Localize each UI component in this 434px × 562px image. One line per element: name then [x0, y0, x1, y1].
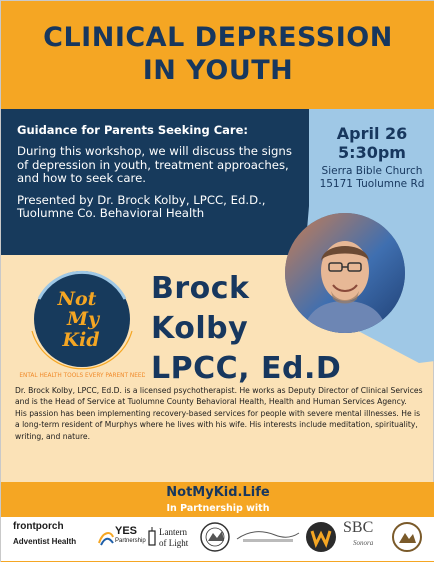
speaker-name-line-3: LPCC, Ed.D	[151, 351, 342, 386]
partnership-label: In Partnership with	[166, 503, 270, 514]
lantern-of-light-logo	[147, 525, 195, 555]
event-address: 15171 Tuolumne Rd	[319, 178, 425, 190]
yes-partnership-logo	[97, 525, 146, 553]
speaker-bio	[15, 385, 423, 442]
title-line-2: IN YOUTH	[142, 55, 294, 86]
notmykid-logo	[19, 259, 145, 385]
info-description: During this workshop, we will discuss the signs of depression in youth, treatment approaches, and how to seek care.	[17, 144, 292, 186]
lantern-text-2: of Light	[159, 538, 189, 548]
partner-logos	[1, 517, 434, 561]
w-logo-icon	[305, 521, 337, 553]
yes-subtext: Partnership	[115, 538, 146, 544]
bio-paragraph-2: His passion has been implementing recovery-based services for people with severe mental illnesses. He is a long-term resident of Murphys where he lives with his wife. His interests include meditation, spirituality, writing, and nature.	[15, 408, 421, 441]
title-line-1: CLINICAL DEPRESSION	[43, 22, 393, 53]
county-seal-icon	[199, 521, 231, 553]
sbc-subtext: Sonora	[353, 539, 374, 547]
bio-paragraph-1: Dr. Brock Kolby, LPCC, Ed.D. is a licensed psychotherapist. He works as Deputy Director of Clinical Services and is the Head of Service at Tuolumne County Behavioral Health, Health and Human Services Agency.	[15, 386, 423, 407]
event-venue: Sierra Bible Church	[321, 165, 423, 177]
adventist-health-logo: Adventist Health	[13, 537, 77, 546]
yes-text: YES	[115, 525, 138, 537]
wellness-banner-icon	[235, 527, 301, 547]
lantern-icon	[147, 527, 157, 549]
lantern-text-1: Lantern	[159, 527, 187, 537]
logo-word-kid: Kid	[62, 329, 100, 351]
frontporch-logo: frontporch	[13, 521, 64, 532]
website-link[interactable]: NotMyKid.Life	[166, 485, 270, 500]
church-seal-icon	[391, 521, 423, 553]
logo-tagline: MENTAL HEALTH TOOLS EVERY PARENT NEEDS	[19, 373, 145, 379]
info-presenter: Presented by Dr. Brock Kolby, LPCC, Ed.D., Tuolumne Co. Behavioral Health	[17, 192, 266, 221]
event-date: April 26	[336, 124, 408, 143]
event-details	[309, 109, 434, 206]
speaker-name	[151, 269, 341, 389]
event-time: 5:30pm	[338, 143, 406, 162]
logo-word-not: Not	[57, 288, 97, 310]
speaker-name-line-1: Brock	[151, 271, 250, 306]
yes-swirl-icon	[97, 529, 115, 547]
speaker-name-line-2: Kolby	[151, 311, 249, 346]
info-lead: Guidance for Parents Seeking Care:	[17, 123, 248, 137]
workshop-info	[17, 123, 301, 229]
sbc-logo: SBC	[343, 519, 374, 536]
logo-word-my: My	[66, 308, 100, 330]
